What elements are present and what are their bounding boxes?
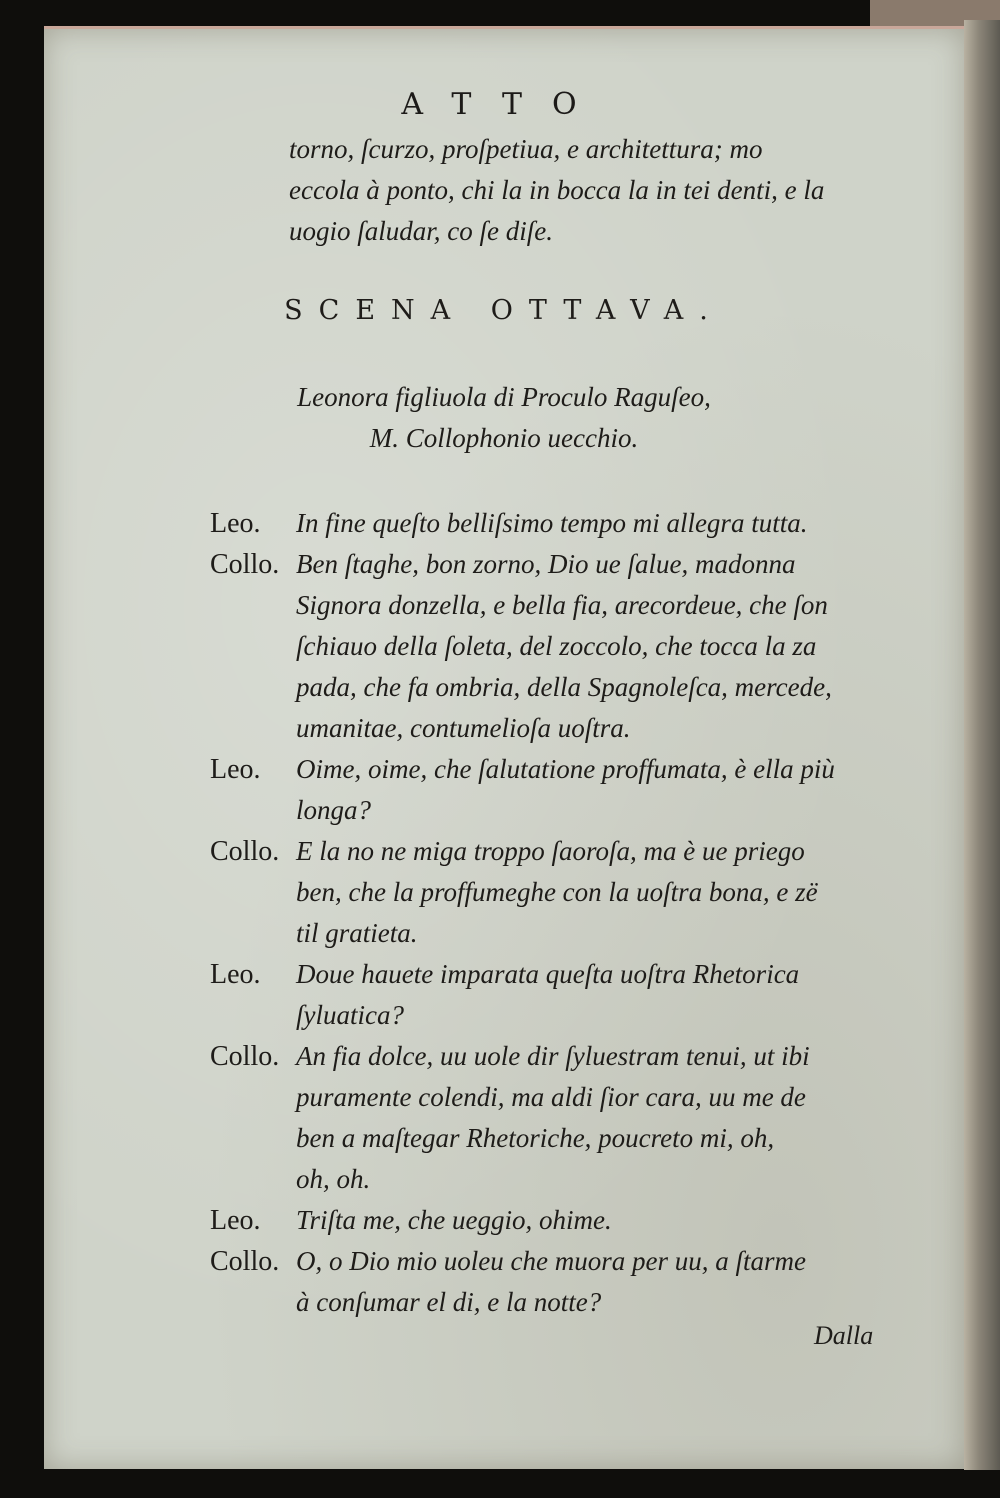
speech-lines — [296, 831, 946, 954]
speaker-label: Collo. — [210, 836, 280, 867]
text-line: uogio ſaludar, co ſe diſe. — [289, 216, 553, 246]
scene-title: SCENA OTTAVA. — [284, 295, 724, 326]
text-line: ſyluatica? — [296, 1000, 404, 1030]
text-line: til gratieta. — [296, 918, 418, 948]
text-line: ſchiauo della ſoleta, del zoccolo, che tocca la za — [296, 631, 817, 661]
running-head: ATTO — [401, 87, 607, 122]
cast-line: M. Collophonio uecchio. — [369, 423, 639, 453]
text-line: eccola à ponto, chi la in bocca la in tei denti, e la — [289, 175, 825, 205]
text-line: Doue hauete imparata queſta uoſtra Rhetorica — [296, 959, 800, 989]
text-line: oh, oh. — [296, 1164, 371, 1194]
speaker-label: Collo. — [210, 1041, 280, 1072]
text-line: E la no ne miga troppo ſaoroſa, ma è ue priego — [296, 836, 805, 866]
text-line: O, o Dio mio uoleu che muora per uu, a ſtarme — [296, 1246, 806, 1276]
text-line: ben, che la proffumeghe con la uoſtra bona, e zë — [296, 877, 818, 907]
text-line: Signora donzella, e bella fia, arecordeue, che ſon — [296, 590, 828, 620]
speech-lines — [296, 749, 946, 831]
continuation-text — [289, 129, 949, 252]
text-line: umanitae, contumelioſa uoſtra. — [296, 713, 631, 743]
text-line: pada, che fa ombria, della Spagnoleſca, mercede, — [296, 672, 832, 702]
text-line: ben a maſtegar Rhetoriche, poucreto mi, oh, — [296, 1123, 775, 1153]
speaker-label: Collo. — [210, 549, 280, 580]
speaker-label: Leo. — [210, 959, 261, 990]
speaker-label: Leo. — [210, 754, 261, 785]
text-line: à conſumar el di, e la notte? — [296, 1287, 602, 1317]
text-line: An fia dolce, uu uole dir ſyluestram tenui, ut ibi — [296, 1041, 810, 1071]
speech-lines — [296, 1036, 946, 1200]
catchword: Dalla — [814, 1321, 874, 1350]
text-line: Oime, oime, che ſalutatione proffumata, è ella più — [296, 754, 835, 784]
speech-lines — [296, 954, 946, 1036]
speech-lines — [296, 1241, 946, 1323]
speech-lines — [296, 544, 946, 749]
text-line: longa? — [296, 795, 372, 825]
text-line: In fine queſto belliſsimo tempo mi allegra tutta. — [296, 508, 808, 538]
speaker-label: Leo. — [210, 508, 261, 539]
text-line: torno, ſcurzo, proſpetiua, e architettura; mo — [289, 134, 763, 164]
speaker-label: Collo. — [210, 1246, 280, 1277]
cast-list — [44, 377, 964, 459]
text-line: puramente colendi, ma aldi ſior cara, uu me de — [296, 1082, 806, 1112]
book-page — [44, 26, 964, 1469]
cast-line: Leonora figliuola di Proculo Raguſeo, — [297, 382, 711, 412]
speech-lines — [296, 503, 946, 544]
text-line: Triſta me, che ueggio, ohime. — [296, 1205, 612, 1235]
page-edge — [964, 20, 1000, 1470]
speaker-label: Leo. — [210, 1205, 261, 1236]
text-line: Ben ſtaghe, bon zorno, Dio ue ſalue, madonna — [296, 549, 796, 579]
speech-lines — [296, 1200, 946, 1241]
